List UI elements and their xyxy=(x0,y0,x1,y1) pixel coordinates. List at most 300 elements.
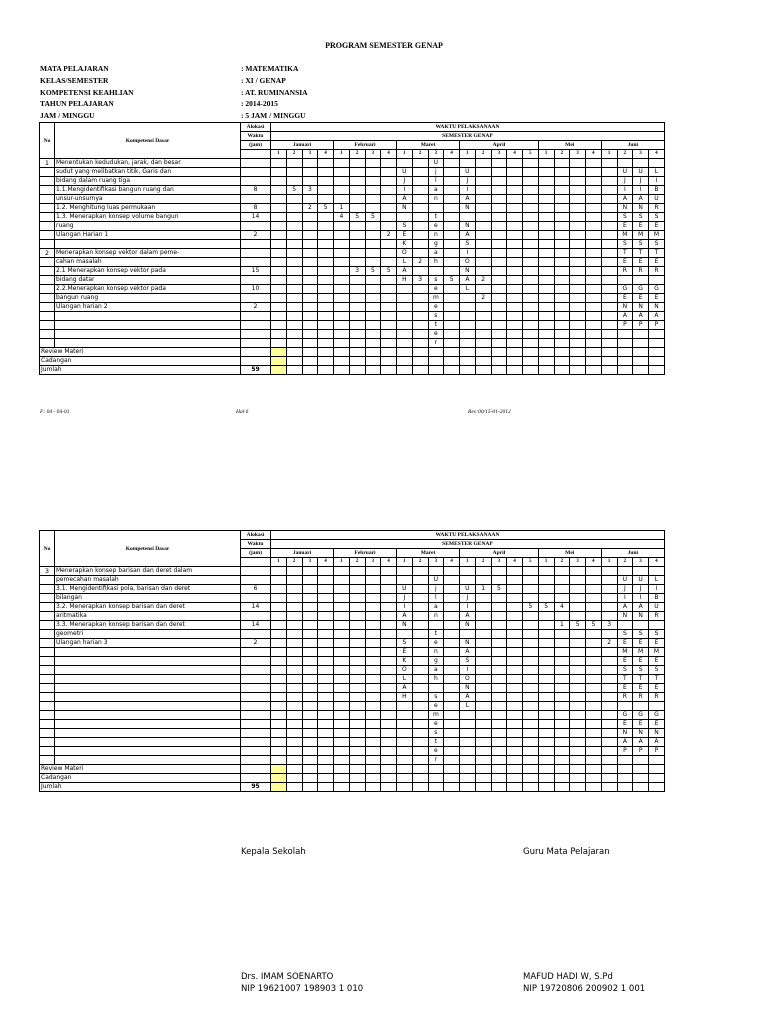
schedule-cell xyxy=(444,720,460,729)
schedule-table-1 xyxy=(39,122,665,375)
schedule-cell: E xyxy=(617,294,633,303)
schedule-cell xyxy=(554,675,570,684)
schedule-cell xyxy=(349,240,365,249)
schedule-cell xyxy=(381,312,397,321)
schedule-cell xyxy=(586,666,602,675)
schedule-cell xyxy=(381,684,397,693)
schedule-cell xyxy=(491,357,507,366)
schedule-cell xyxy=(633,702,649,711)
week-number: 4 xyxy=(586,150,602,159)
schedule-cell xyxy=(286,594,302,603)
schedule-cell xyxy=(617,783,633,792)
schedule-cell xyxy=(538,213,554,222)
schedule-cell xyxy=(334,738,350,747)
schedule-cell xyxy=(491,639,507,648)
schedule-cell xyxy=(349,222,365,231)
schedule-cell xyxy=(586,774,602,783)
schedule-cell: 4 xyxy=(554,603,570,612)
schedule-cell: M xyxy=(633,231,649,240)
header-kd: Kompetensi Dasar xyxy=(55,123,241,159)
schedule-cell xyxy=(460,339,476,348)
schedule-cell xyxy=(381,657,397,666)
schedule-cell xyxy=(334,603,350,612)
schedule-cell xyxy=(601,339,617,348)
month-header: Juni xyxy=(601,141,664,150)
principal-nip: NIP 19621007 198903 1 010 xyxy=(241,984,364,994)
schedule-cell xyxy=(397,630,413,639)
schedule-cell xyxy=(271,765,287,774)
schedule-cell xyxy=(381,576,397,585)
schedule-cell xyxy=(271,702,287,711)
schedule-cell xyxy=(318,684,334,693)
schedule-cell xyxy=(649,366,665,375)
schedule-cell xyxy=(491,213,507,222)
schedule-cell xyxy=(570,177,586,186)
schedule-cell xyxy=(318,666,334,675)
schedule-cell xyxy=(460,783,476,792)
schedule-cell: n xyxy=(428,195,444,204)
schedule-cell xyxy=(302,177,318,186)
revision-code: Rev:00/15-01-2012 xyxy=(468,409,511,415)
schedule-cell xyxy=(491,720,507,729)
hours-cell xyxy=(241,711,271,720)
schedule-cell xyxy=(523,783,539,792)
schedule-cell: M xyxy=(617,231,633,240)
hours-cell xyxy=(241,684,271,693)
schedule-cell xyxy=(444,765,460,774)
week-number: 2 xyxy=(554,150,570,159)
schedule-cell xyxy=(601,603,617,612)
schedule-cell xyxy=(460,630,476,639)
schedule-cell xyxy=(302,621,318,630)
schedule-cell xyxy=(271,222,287,231)
schedule-cell xyxy=(570,567,586,576)
review-row xyxy=(40,348,665,357)
schedule-cell xyxy=(586,702,602,711)
row-number xyxy=(40,747,55,756)
schedule-cell xyxy=(334,666,350,675)
schedule-cell xyxy=(318,348,334,357)
schedule-cell: N xyxy=(633,204,649,213)
schedule-cell xyxy=(570,240,586,249)
schedule-cell xyxy=(507,348,523,357)
schedule-cell xyxy=(491,684,507,693)
schedule-cell: S xyxy=(633,666,649,675)
schedule-cell xyxy=(286,366,302,375)
total-row-label: Jumlah xyxy=(40,783,241,792)
schedule-cell xyxy=(507,294,523,303)
schedule-cell xyxy=(460,756,476,765)
schedule-cell xyxy=(523,231,539,240)
week-number: 1 xyxy=(397,150,413,159)
schedule-cell xyxy=(491,648,507,657)
schedule-cell xyxy=(523,321,539,330)
schedule-cell: K xyxy=(397,657,413,666)
schedule-cell xyxy=(601,294,617,303)
schedule-cell xyxy=(412,657,428,666)
schedule-cell xyxy=(444,321,460,330)
schedule-cell xyxy=(570,339,586,348)
schedule-cell xyxy=(475,303,491,312)
schedule-cell xyxy=(554,213,570,222)
row-number xyxy=(40,303,55,312)
schedule-cell: A xyxy=(633,312,649,321)
schedule-cell xyxy=(554,666,570,675)
schedule-cell xyxy=(570,702,586,711)
schedule-cell xyxy=(586,339,602,348)
schedule-cell xyxy=(538,693,554,702)
schedule-cell xyxy=(507,774,523,783)
competency-text xyxy=(55,321,241,330)
schedule-cell xyxy=(523,339,539,348)
row-number xyxy=(40,657,55,666)
schedule-cell xyxy=(475,576,491,585)
schedule-cell xyxy=(334,711,350,720)
schedule-table-2 xyxy=(39,530,665,792)
schedule-cell: U xyxy=(617,168,633,177)
schedule-cell xyxy=(412,738,428,747)
schedule-cell: J xyxy=(633,585,649,594)
schedule-cell xyxy=(412,339,428,348)
schedule-cell xyxy=(633,774,649,783)
schedule-cell xyxy=(318,222,334,231)
schedule-cell xyxy=(507,648,523,657)
schedule-cell: E xyxy=(633,720,649,729)
schedule-cell xyxy=(428,204,444,213)
schedule-cell xyxy=(538,567,554,576)
schedule-cell xyxy=(538,231,554,240)
schedule-cell xyxy=(554,357,570,366)
schedule-cell: M xyxy=(617,648,633,657)
schedule-cell: A xyxy=(460,231,476,240)
schedule-cell xyxy=(601,186,617,195)
schedule-cell xyxy=(334,159,350,168)
schedule-cell xyxy=(365,186,381,195)
schedule-cell xyxy=(586,267,602,276)
schedule-cell xyxy=(460,720,476,729)
schedule-cell xyxy=(460,567,476,576)
schedule-cell xyxy=(649,339,665,348)
competency-text: bangun ruang xyxy=(55,294,241,303)
schedule-cell xyxy=(586,258,602,267)
schedule-cell xyxy=(523,630,539,639)
schedule-cell xyxy=(302,213,318,222)
hours-cell xyxy=(241,630,271,639)
schedule-cell xyxy=(412,576,428,585)
schedule-cell xyxy=(475,339,491,348)
schedule-cell: G xyxy=(633,711,649,720)
schedule-cell xyxy=(633,330,649,339)
schedule-cell xyxy=(538,195,554,204)
schedule-cell xyxy=(554,576,570,585)
schedule-cell: O xyxy=(460,258,476,267)
schedule-cell xyxy=(523,195,539,204)
schedule-cell xyxy=(460,765,476,774)
schedule-cell xyxy=(475,249,491,258)
schedule-cell xyxy=(412,348,428,357)
schedule-cell: P xyxy=(617,321,633,330)
schedule-cell xyxy=(570,213,586,222)
schedule-cell xyxy=(601,258,617,267)
schedule-cell xyxy=(365,720,381,729)
schedule-cell xyxy=(570,249,586,258)
schedule-cell xyxy=(286,159,302,168)
table-row xyxy=(40,276,665,285)
schedule-cell xyxy=(491,267,507,276)
schedule-cell: s xyxy=(428,276,444,285)
schedule-cell xyxy=(318,747,334,756)
schedule-cell xyxy=(507,684,523,693)
table-row xyxy=(40,702,665,711)
week-number: 3 xyxy=(302,558,318,567)
schedule-cell xyxy=(507,330,523,339)
meta-value: : MATEMATIKA xyxy=(241,64,299,73)
schedule-cell: P xyxy=(633,321,649,330)
schedule-cell xyxy=(538,303,554,312)
schedule-cell xyxy=(649,276,665,285)
schedule-cell xyxy=(334,783,350,792)
schedule-cell xyxy=(286,357,302,366)
schedule-cell: h xyxy=(428,258,444,267)
schedule-cell xyxy=(381,204,397,213)
schedule-cell xyxy=(318,276,334,285)
schedule-cell xyxy=(601,366,617,375)
schedule-cell xyxy=(381,729,397,738)
schedule-cell: 3 xyxy=(302,186,318,195)
schedule-cell xyxy=(381,774,397,783)
schedule-cell xyxy=(349,231,365,240)
schedule-cell xyxy=(412,240,428,249)
schedule-cell xyxy=(318,774,334,783)
schedule-cell xyxy=(302,321,318,330)
schedule-cell: n xyxy=(428,231,444,240)
schedule-cell xyxy=(412,567,428,576)
schedule-cell xyxy=(570,675,586,684)
schedule-cell xyxy=(570,222,586,231)
schedule-cell xyxy=(491,249,507,258)
schedule-cell xyxy=(318,585,334,594)
schedule-cell: E xyxy=(649,720,665,729)
schedule-cell: B xyxy=(649,594,665,603)
schedule-cell xyxy=(475,639,491,648)
schedule-cell: L xyxy=(649,168,665,177)
schedule-cell xyxy=(633,348,649,357)
schedule-cell: N xyxy=(617,729,633,738)
competency-text xyxy=(55,240,241,249)
hours-cell: 2 xyxy=(241,639,271,648)
schedule-cell xyxy=(601,612,617,621)
schedule-cell: J xyxy=(460,594,476,603)
schedule-cell xyxy=(349,603,365,612)
schedule-cell xyxy=(349,285,365,294)
schedule-cell xyxy=(381,294,397,303)
schedule-cell xyxy=(491,258,507,267)
hours-cell xyxy=(241,312,271,321)
schedule-cell xyxy=(649,702,665,711)
hours-cell xyxy=(241,276,271,285)
schedule-cell: I xyxy=(649,177,665,186)
schedule-cell xyxy=(475,330,491,339)
schedule-cell xyxy=(286,312,302,321)
schedule-cell xyxy=(302,240,318,249)
schedule-cell xyxy=(633,783,649,792)
schedule-cell: 2 xyxy=(475,276,491,285)
schedule-cell xyxy=(523,276,539,285)
schedule-cell xyxy=(365,366,381,375)
schedule-cell xyxy=(444,159,460,168)
schedule-cell xyxy=(491,693,507,702)
principal-name: Drs. IMAM SOENARTO xyxy=(241,972,334,982)
row-number xyxy=(40,594,55,603)
schedule-cell xyxy=(586,765,602,774)
schedule-cell xyxy=(570,285,586,294)
schedule-cell xyxy=(570,159,586,168)
schedule-cell: J xyxy=(617,585,633,594)
schedule-cell xyxy=(554,630,570,639)
schedule-cell xyxy=(271,648,287,657)
schedule-cell xyxy=(649,756,665,765)
schedule-cell: J xyxy=(633,177,649,186)
schedule-cell xyxy=(633,366,649,375)
schedule-cell xyxy=(491,630,507,639)
schedule-cell: l xyxy=(428,594,444,603)
schedule-cell xyxy=(444,303,460,312)
schedule-cell xyxy=(365,630,381,639)
schedule-cell xyxy=(586,720,602,729)
schedule-cell xyxy=(271,267,287,276)
row-number: 3 xyxy=(40,567,55,576)
total-row-hours: 95 xyxy=(241,783,271,792)
schedule-cell: e xyxy=(428,702,444,711)
schedule-cell xyxy=(475,186,491,195)
schedule-cell xyxy=(538,357,554,366)
schedule-cell xyxy=(444,267,460,276)
schedule-cell xyxy=(523,720,539,729)
schedule-cell xyxy=(586,312,602,321)
schedule-cell xyxy=(271,612,287,621)
hours-cell: 14 xyxy=(241,621,271,630)
schedule-cell xyxy=(349,330,365,339)
week-number: 3 xyxy=(302,150,318,159)
schedule-cell: U xyxy=(397,168,413,177)
schedule-cell xyxy=(349,612,365,621)
schedule-cell: E xyxy=(649,258,665,267)
schedule-cell xyxy=(538,330,554,339)
hours-cell xyxy=(241,258,271,267)
schedule-cell xyxy=(381,738,397,747)
schedule-cell xyxy=(570,330,586,339)
schedule-cell xyxy=(381,249,397,258)
schedule-cell xyxy=(271,630,287,639)
schedule-cell xyxy=(428,567,444,576)
schedule-cell xyxy=(381,765,397,774)
competency-text xyxy=(55,657,241,666)
schedule-cell xyxy=(286,621,302,630)
schedule-cell xyxy=(586,366,602,375)
schedule-cell xyxy=(412,168,428,177)
schedule-cell: N xyxy=(460,222,476,231)
schedule-cell xyxy=(412,720,428,729)
schedule-cell xyxy=(412,729,428,738)
schedule-cell xyxy=(286,276,302,285)
schedule-cell xyxy=(271,303,287,312)
schedule-cell xyxy=(318,612,334,621)
schedule-cell xyxy=(507,159,523,168)
schedule-cell xyxy=(475,567,491,576)
schedule-cell xyxy=(617,366,633,375)
schedule-cell xyxy=(365,711,381,720)
schedule-cell xyxy=(523,693,539,702)
schedule-cell xyxy=(412,684,428,693)
schedule-cell: 5 xyxy=(570,621,586,630)
schedule-cell xyxy=(318,702,334,711)
week-number: 2 xyxy=(412,558,428,567)
schedule-cell xyxy=(271,186,287,195)
schedule-cell: e xyxy=(428,303,444,312)
competency-text: 3.2. Menerapkan konsep barisan dan deret xyxy=(55,603,241,612)
schedule-cell xyxy=(444,294,460,303)
schedule-cell xyxy=(286,567,302,576)
table-row xyxy=(40,231,665,240)
schedule-cell xyxy=(491,783,507,792)
schedule-cell xyxy=(570,576,586,585)
schedule-cell xyxy=(570,738,586,747)
schedule-cell xyxy=(507,195,523,204)
competency-text xyxy=(55,738,241,747)
competency-text xyxy=(55,666,241,675)
schedule-cell xyxy=(302,348,318,357)
schedule-cell: L xyxy=(460,285,476,294)
schedule-cell xyxy=(538,168,554,177)
schedule-cell xyxy=(397,339,413,348)
schedule-cell xyxy=(507,603,523,612)
schedule-cell: I xyxy=(460,249,476,258)
schedule-cell xyxy=(491,240,507,249)
schedule-cell xyxy=(538,576,554,585)
week-number: 4 xyxy=(318,558,334,567)
week-number: 3 xyxy=(633,150,649,159)
schedule-cell xyxy=(444,585,460,594)
schedule-cell xyxy=(334,693,350,702)
month-header: April xyxy=(460,141,539,150)
schedule-cell xyxy=(523,675,539,684)
competency-text: 1.1.Mengidentifikasi bangun ruang dan xyxy=(55,186,241,195)
schedule-cell xyxy=(271,348,287,357)
schedule-cell xyxy=(491,738,507,747)
schedule-cell xyxy=(271,720,287,729)
schedule-cell xyxy=(381,276,397,285)
table-row xyxy=(40,693,665,702)
schedule-cell xyxy=(365,666,381,675)
schedule-cell xyxy=(365,612,381,621)
schedule-cell: 5 xyxy=(586,621,602,630)
schedule-cell xyxy=(523,312,539,321)
schedule-cell xyxy=(586,195,602,204)
schedule-cell xyxy=(538,711,554,720)
schedule-cell: N xyxy=(460,204,476,213)
schedule-cell: e xyxy=(428,330,444,339)
schedule-cell xyxy=(302,276,318,285)
schedule-cell xyxy=(271,366,287,375)
schedule-cell xyxy=(302,231,318,240)
schedule-cell xyxy=(302,765,318,774)
month-header: Februari xyxy=(334,141,397,150)
schedule-cell xyxy=(318,648,334,657)
row-number xyxy=(40,240,55,249)
competency-text: 2.2.Menerapkan konsep vektor pada xyxy=(55,285,241,294)
schedule-cell xyxy=(381,720,397,729)
row-number xyxy=(40,222,55,231)
